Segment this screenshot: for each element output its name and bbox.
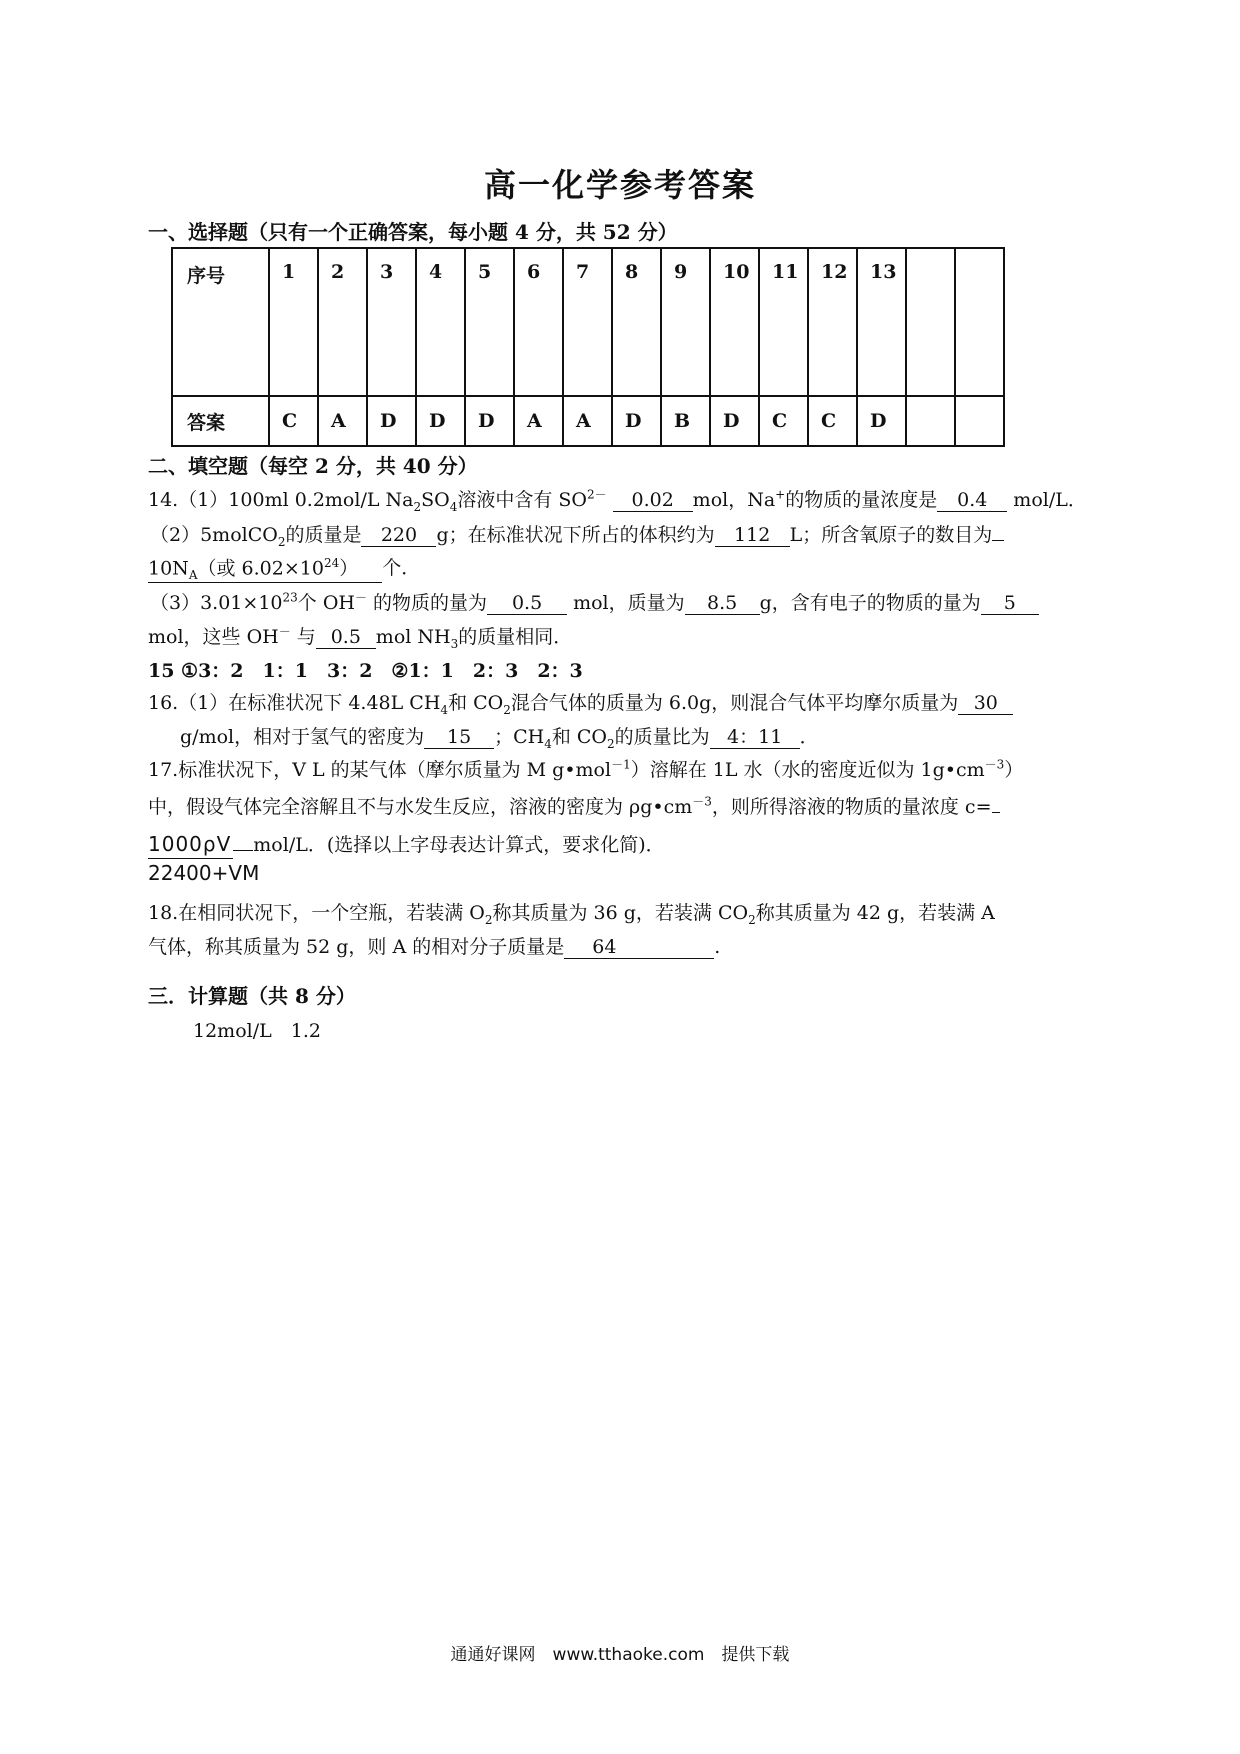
- page-title: 高一化学参考答案: [483, 166, 756, 204]
- question-number-row: [172, 248, 1004, 396]
- footer-text: 通通好课网 www.tthaoke.com 提供下载: [450, 1645, 790, 1665]
- question-number: 13: [857, 248, 906, 396]
- answer-cell: A: [318, 396, 367, 446]
- answer-cell: B: [661, 396, 710, 446]
- formula-denominator: 22400+VM: [148, 861, 260, 885]
- answer-cell: D: [416, 396, 465, 446]
- answer-cell: A: [563, 396, 612, 446]
- formula-numerator: 1000ρV: [148, 832, 233, 859]
- q15-answer: 15 ①3：2 1：1 3：2 ②1：1 2：3 2：3: [148, 660, 583, 682]
- q18-line1: 18.在相同状况下，一个空瓶，若装满 $O_2$称其质量为 36 g，若装满 $CO_2$称其质量为 42 g，若装满 A: [148, 902, 995, 927]
- question-number: [906, 248, 955, 396]
- answer-blank: 30: [958, 693, 1013, 715]
- section3-answer: 12mol/L 1.2: [193, 1020, 321, 1042]
- question-number: 3: [367, 248, 416, 396]
- q16-line2: g/mol，相对于氢气的密度为 15 ；$CH_4$和 $CO_2$的质量比为 4：11 ．: [180, 726, 819, 751]
- answer-row: [172, 396, 1004, 446]
- question-number: 4: [416, 248, 465, 396]
- answer-blank: 4：11: [710, 727, 800, 749]
- question-number: 11: [759, 248, 808, 396]
- answer-blank: 8.5: [685, 593, 760, 615]
- question-number: 7: [563, 248, 612, 396]
- question-number: 8: [612, 248, 661, 396]
- question-number: [955, 248, 1004, 396]
- q14-part3: $(3)3.01\times 10^{23}$个 OH－ 的物质的量为 0.5 mol，质量为 8.5 g，含有电子的物质的量为 5: [150, 588, 1039, 615]
- answer-table: [171, 247, 1005, 447]
- q14-part2: （2）5molCO$_2$的质量是 220 g；在标准状况下所占的体积约为 112 L；所含氧原子的数目为: [150, 520, 1004, 549]
- question-number: 12: [808, 248, 857, 396]
- question-number: 6: [514, 248, 563, 396]
- answer-blank: 0.02: [613, 490, 693, 512]
- answer-cell: C: [759, 396, 808, 446]
- q16-line1: 16.（1）在标准状况下 4.48L $CH_4$和 $CO_2$混合气体的质量为 6.0g，则混合气体平均摩尔质量为 30: [148, 688, 1013, 717]
- answer-cell: C: [269, 396, 318, 446]
- answer-cell: [955, 396, 1004, 446]
- q17-line1: 17.标准状况下，V L 的某气体（摩尔质量为 M g•mol$^{-1}$）溶解在 1L 水（水的密度近似为 $1g•cm^{-3}$）: [148, 757, 1024, 781]
- section3-heading: 三．计算题（共 8 分）: [148, 984, 356, 1008]
- q17-line2: 中，假设气体完全溶解且不与水发生反应，溶液的密度为 $\rho g•cm^{-3}$，则所得溶液的物质的量浓度 c=: [148, 792, 1000, 819]
- section1-heading: 一、选择题（只有一个正确答案，每小题 4 分，共 52 分）: [148, 220, 678, 244]
- answer-cell: C: [808, 396, 857, 446]
- answer-blank: 112: [715, 525, 790, 547]
- q18-line2: 气体，称其质量为 52 g，则 A 的相对分子质量是 64 .: [148, 936, 721, 958]
- section2-heading: 二、填空题（每空 2 分，共 40 分）: [148, 454, 478, 478]
- q14-part3-cont: mol，这些 OH－ 与 0.5 mol $NH_3$的质量相同．: [148, 624, 573, 651]
- q14-part1: 14.（1）100ml 0.2mol/L $Na_2SO_4$溶液中含有 $SO^{2-}$ 0.02 mol，Na+的物质的量浓度是 0.4 mol/L．: [148, 487, 1087, 514]
- answer-cell: D: [367, 396, 416, 446]
- answer-blank: 220: [361, 525, 436, 547]
- question-number: 10: [710, 248, 759, 396]
- answer-blank: 0.5: [487, 593, 567, 615]
- answer-blank: 5: [981, 593, 1039, 615]
- concentration-formula: 1000ρV mol/L．(选择以上字母表达计算式，要求化简)． 22400+VM: [148, 832, 665, 885]
- answer-blank: 0.4: [937, 490, 1007, 512]
- row-label-answer: 答案: [172, 396, 269, 446]
- answer-cell: D: [710, 396, 759, 446]
- answer-cell: A: [514, 396, 563, 446]
- answer-cell: [906, 396, 955, 446]
- answer-cell: D: [612, 396, 661, 446]
- answer-blank: 0.5: [316, 627, 376, 649]
- q14-part2-cont: $10N_A$（或 $6.02\times 10^{24}$） 个．: [148, 555, 421, 582]
- answer-cell: D: [465, 396, 514, 446]
- row-label-number: 序号: [172, 248, 269, 396]
- answer-blank: 64: [564, 937, 714, 959]
- answer-blank: 15: [424, 727, 494, 749]
- answer-blank: $10N_A$（或 $6.02\times 10^{24}$）: [148, 557, 382, 583]
- question-number: 5: [465, 248, 514, 396]
- question-number: 2: [318, 248, 367, 396]
- answer-cell: D: [857, 396, 906, 446]
- question-number: 9: [661, 248, 710, 396]
- question-number: 1: [269, 248, 318, 396]
